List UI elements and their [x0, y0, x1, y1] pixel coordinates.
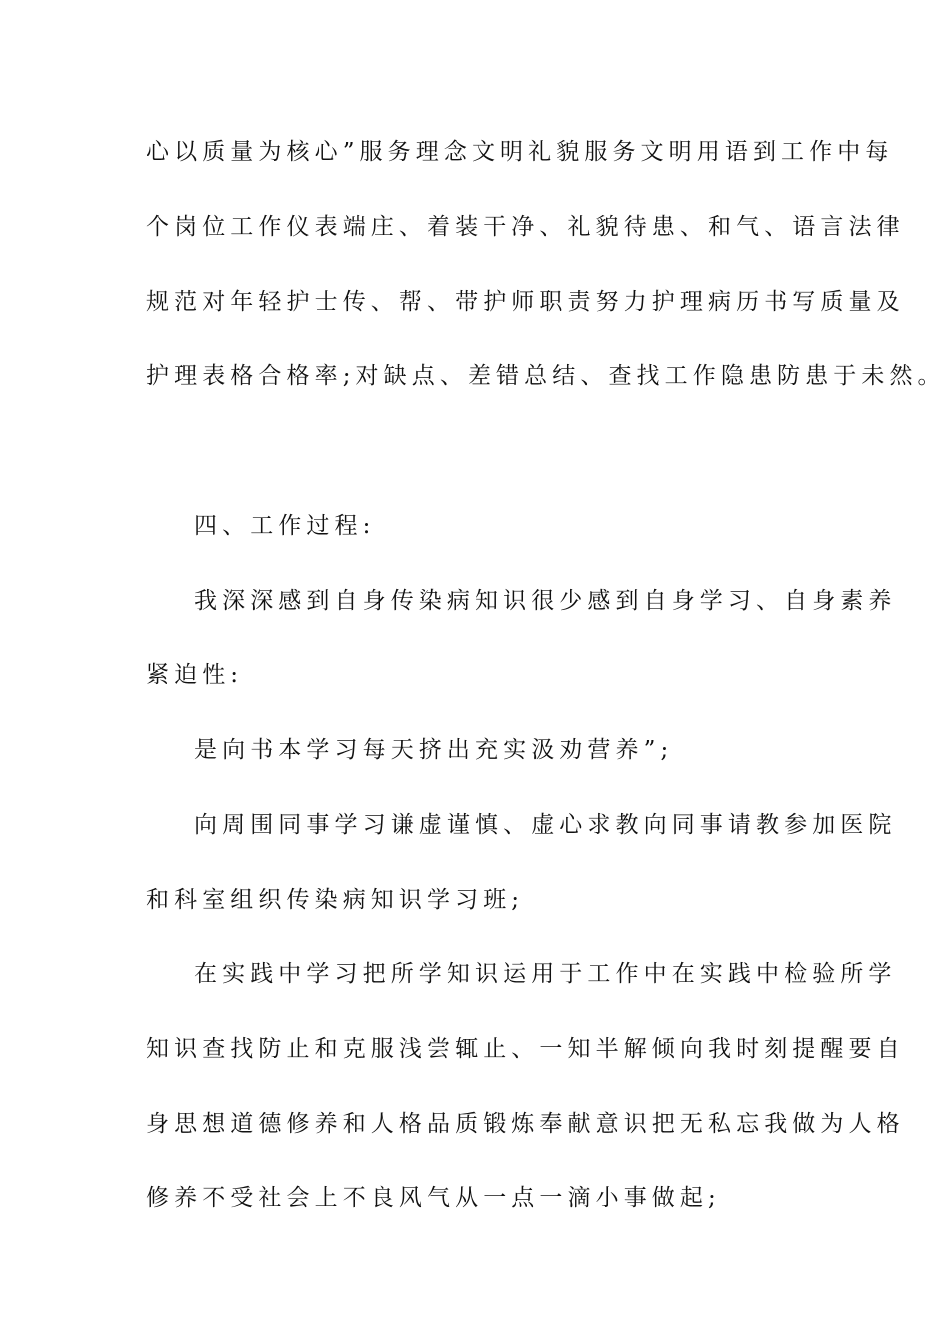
paragraph-line: 修养不受社会上不良风气从一点一滴小事做起; — [146, 1185, 721, 1211]
paragraph-line: 个岗位工作仪表端庄、着装干净、礼貌待患、和气、语言法律 — [146, 214, 905, 240]
paragraph-line: 紧迫性: — [146, 662, 244, 688]
paragraph-line: 我深深感到自身传染病知识很少感到自身学习、自身素养 — [194, 588, 897, 614]
paragraph-line: 身思想道德修养和人格品质锻炼奉献意识把无私忘我做为人格 — [146, 1111, 905, 1137]
paragraph-line: 心以质量为核心”服务理念文明礼貌服务文明用语到工作中每 — [146, 139, 894, 165]
section-heading: 四、工作过程: — [194, 513, 376, 539]
paragraph-line: 是向书本学习每天挤出充实汲劝营养”; — [194, 737, 674, 763]
paragraph-line: 向周围同事学习谦虚谨慎、虚心求教向同事请教参加医院 — [194, 812, 897, 838]
paragraph-line: 知识查找防止和克服浅尝辄止、一知半解倾向我时刻提醒要自 — [146, 1036, 905, 1062]
paragraph-line: 护理表格合格率;对缺点、差错总结、查找工作隐患防患于未然。 — [146, 363, 946, 389]
paragraph-line: 和科室组织传染病知识学习班; — [146, 887, 525, 913]
paragraph-line: 规范对年轻护士传、帮、带护师职责努力护理病历书写质量及 — [146, 289, 905, 315]
paragraph-line: 在实践中学习把所学知识运用于工作中在实践中检验所学 — [194, 961, 897, 987]
